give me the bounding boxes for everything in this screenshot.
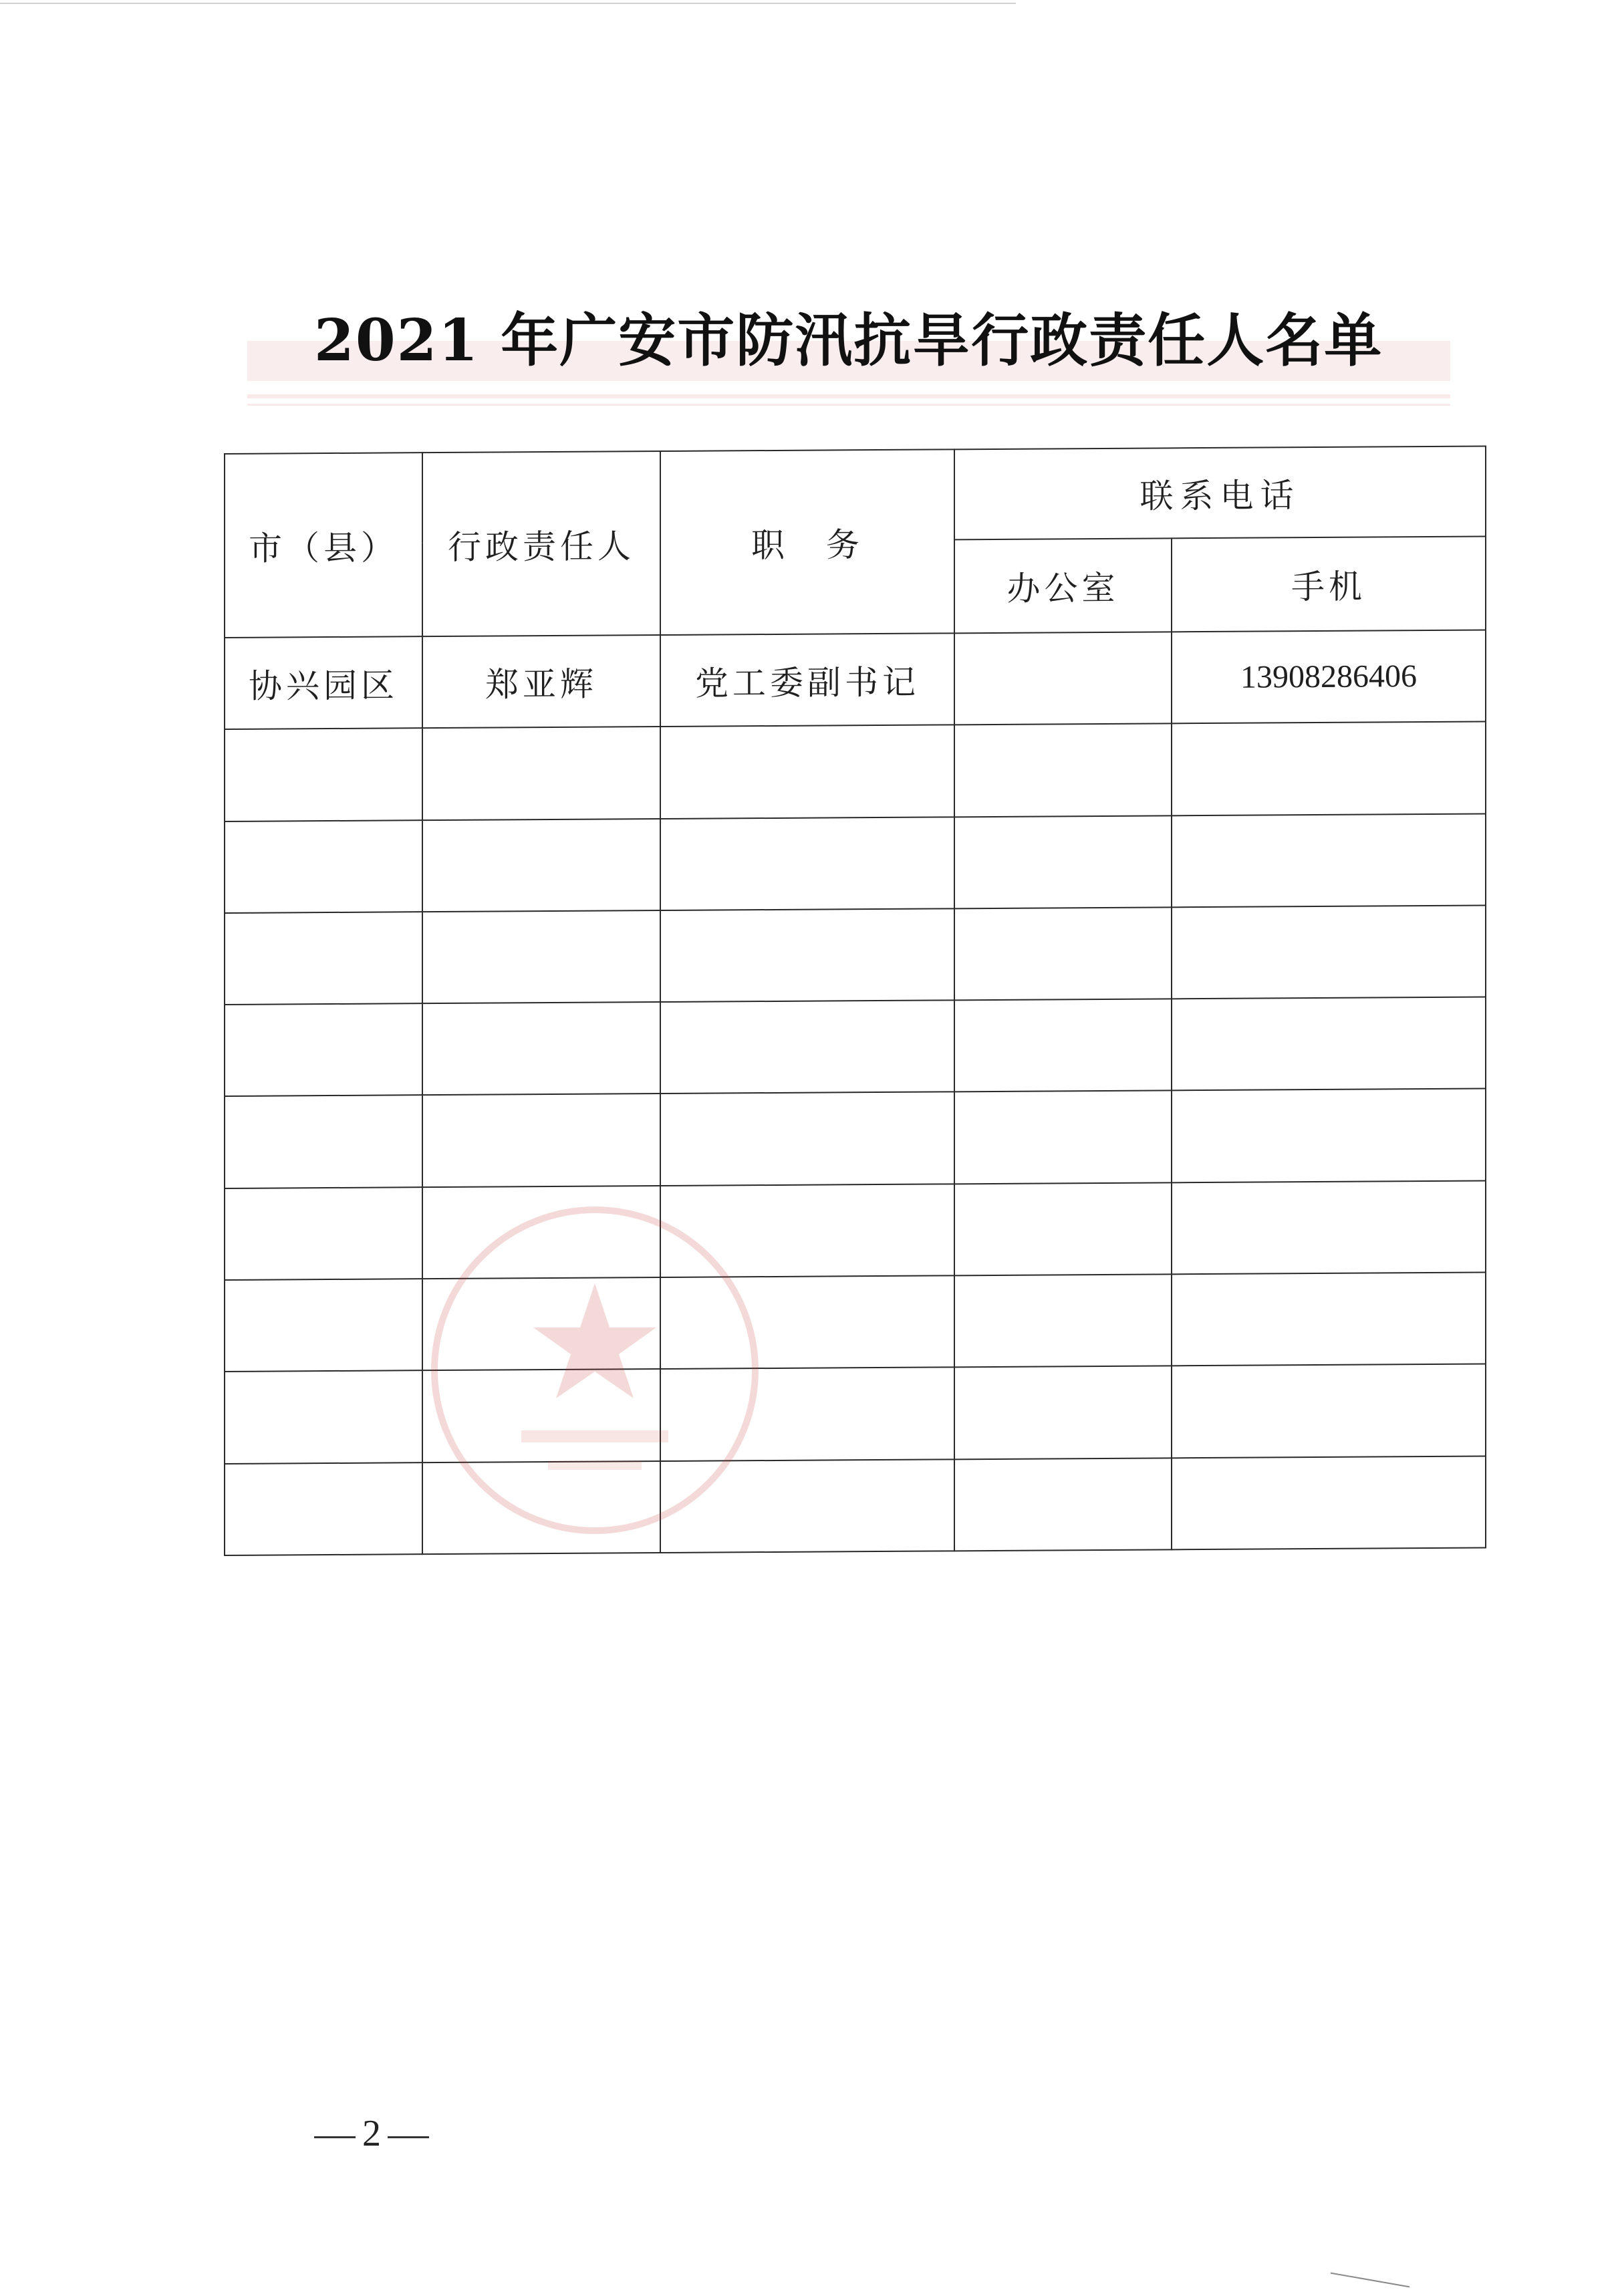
cell-person — [422, 727, 660, 819]
cell-office-phone — [954, 1182, 1172, 1275]
cell-mobile-phone — [1172, 997, 1486, 1091]
cell-person: 郑亚辉 — [422, 635, 660, 728]
header-position: 职 务 — [660, 449, 954, 635]
cell-office-phone — [954, 1274, 1172, 1367]
cell-person — [422, 1094, 660, 1186]
cell-city — [225, 1279, 422, 1372]
table-row — [225, 905, 1486, 1005]
header-city: 市（县） — [225, 453, 422, 638]
cell-person — [422, 910, 660, 1003]
table-row — [225, 1364, 1486, 1464]
cell-city — [225, 728, 422, 821]
header-contact-phone: 联系电话 — [954, 446, 1486, 539]
cell-person — [422, 1277, 660, 1370]
cell-city — [225, 1371, 422, 1464]
cell-position — [660, 1275, 954, 1369]
cell-mobile-phone: 13908286406 — [1172, 630, 1486, 723]
cell-office-phone — [954, 724, 1172, 817]
table-row — [225, 1180, 1486, 1280]
cell-position — [660, 1001, 954, 1094]
cell-mobile-phone — [1172, 1456, 1486, 1549]
table-row — [225, 722, 1486, 821]
cell-city — [225, 1003, 422, 1096]
cell-position — [660, 1092, 954, 1186]
responsible-person-table-container — [224, 445, 1485, 1556]
cell-mobile-phone — [1172, 813, 1486, 907]
table-row — [225, 813, 1486, 913]
page-number-dash-left — [314, 2136, 356, 2138]
cell-position — [660, 1368, 954, 1461]
cell-person — [422, 1461, 660, 1555]
document-title: 2021 年广安市防汛抗旱行政责任人名单 — [314, 307, 1383, 374]
cell-person — [422, 1369, 660, 1462]
cell-city — [225, 1462, 422, 1555]
cell-office-phone — [954, 632, 1172, 725]
cell-position — [660, 1184, 954, 1277]
scan-corner-mark — [1331, 2273, 1410, 2288]
cell-position — [660, 1459, 954, 1553]
cell-position — [660, 817, 954, 910]
cell-mobile-phone — [1172, 1364, 1486, 1458]
cell-city — [225, 912, 422, 1005]
header-mobile-phone: 手机 — [1172, 536, 1486, 632]
cell-mobile-phone — [1172, 1089, 1486, 1182]
cell-mobile-phone — [1172, 722, 1486, 815]
cell-person — [422, 1002, 660, 1095]
cell-office-phone — [954, 1458, 1172, 1551]
page-number — [307, 2112, 436, 2155]
page-number-value: 2 — [362, 2113, 381, 2154]
cell-office-phone — [954, 1091, 1172, 1184]
cell-mobile-phone — [1172, 905, 1486, 999]
cell-mobile-phone — [1172, 1180, 1486, 1274]
table-row — [225, 997, 1486, 1097]
cell-position — [660, 908, 954, 1002]
cell-position — [660, 725, 954, 819]
cell-mobile-phone — [1172, 1273, 1486, 1366]
table-body — [225, 630, 1486, 1555]
cell-position: 党工委副书记 — [660, 633, 954, 727]
cell-person — [422, 1186, 660, 1279]
cell-city — [225, 1096, 422, 1188]
scan-edge-line — [0, 3, 1016, 4]
table-row — [225, 630, 1486, 729]
cell-office-phone — [954, 815, 1172, 908]
cell-city: 协兴园区 — [225, 636, 422, 729]
cell-city — [225, 1187, 422, 1280]
table-row — [225, 1456, 1486, 1555]
cell-office-phone — [954, 1366, 1172, 1459]
page-number-dash-right — [388, 2136, 429, 2138]
header-office-phone: 办公室 — [954, 538, 1172, 633]
cell-city — [225, 820, 422, 913]
table-row — [225, 1273, 1486, 1372]
cell-person — [422, 819, 660, 912]
cell-office-phone — [954, 907, 1172, 1000]
table-row — [225, 1089, 1486, 1188]
responsible-person-table — [224, 445, 1486, 1556]
header-responsible-person: 行政责任人 — [422, 451, 660, 636]
cell-office-phone — [954, 999, 1172, 1092]
